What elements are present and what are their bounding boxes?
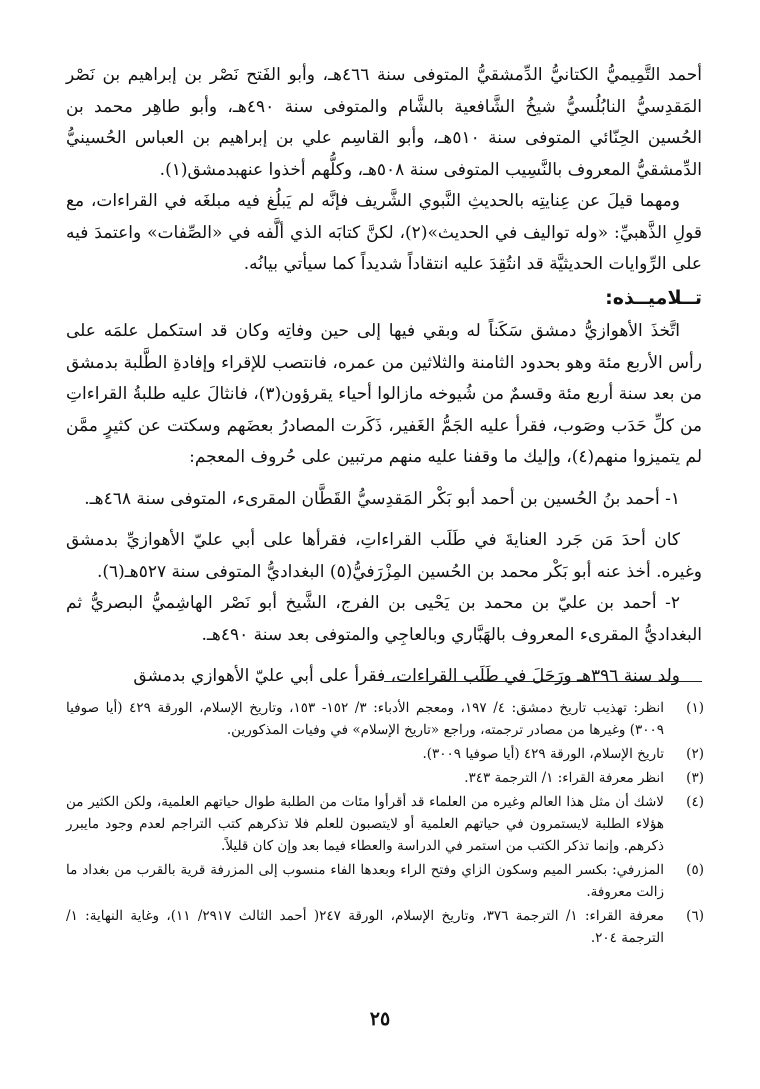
footnote xyxy=(66,791,704,857)
footnote xyxy=(66,767,704,789)
footnote xyxy=(66,697,704,741)
footnote-text: انظر معرفة القراء: ١/ الترجمة ٣٤٣. xyxy=(464,770,664,786)
footnote-number: (٣) xyxy=(686,770,704,786)
footnote-number: (٤) xyxy=(686,794,704,810)
paragraph-hadith-interest: ومهما قيلَ عن عِنايتِه بالحديثِ النَّبوي الشَّريف فإنَّه لم يَبلُغ فيه مبلغَه في القراءات، مع قولِ الذَّهبيِّ: «وله تواليف في الحديث»(٢)، لكنَّ كتابَه الذي ألَّفه في «الصِّفات» واعتمدَ فيه على الرِّوايات الحديثيَّة قد انتُقِدَ عليه انتقاداً شديداً كما سيأتي بيانُه. xyxy=(66,191,702,274)
student-entry-1: ١- أحمد بنُ الحُسين بن أحمد أبو بَكْر المَقدِسيُّ القَطَّان المقرىء، المتوفى سنة ٤٦٨هـ. xyxy=(84,488,680,509)
footnote-number: (٥) xyxy=(686,862,704,878)
footnotes xyxy=(66,697,704,951)
footnote-text: معرفة القراء: ١/ الترجمة ٣٧٦، وتاريخ الإسلام، الورقة ٢٤٧( أحمد الثالث ٢٩١٧/ ١١)، وغاية النهاية: ١/ الترجمة ٢٠٤. xyxy=(66,908,664,946)
section-heading-students: تــلاميــذه: xyxy=(605,286,702,309)
footnote-number: (٢) xyxy=(686,746,704,762)
main-text xyxy=(66,60,702,693)
paragraph-teachers-list: أحمد التَّمِيميُّ الكتانيُّ الدِّمشقيُّ المتوفى سنة ٤٦٦هـ، وأبو الفَتح نَصْر بن إبراهيم بن نَصْر المَقدِسيُّ النابُلُسيُّ شيخُ الشَّافعية بالشَّام والمتوفى سنة ٤٩٠هـ، وأبو طاهِر محمد بن الحُسين الحِنّائي المتوفى سنة ٥١٠هـ، وأبو القاسِم علي بن إبراهيم بن العباس الحُسينيُّ الدِّمشقيُّ المعروف بالنَّسِيب المتوفى سنة ٥٠٨هـ، وكلُّهم أخذوا عنهبدمشق(١). xyxy=(66,65,702,180)
footnote-number: (١) xyxy=(686,700,704,716)
page-number: ٢٥ xyxy=(369,1008,391,1030)
footnote-number: (٦) xyxy=(686,908,704,924)
footnote-text: انظر: تهذيب تاريخ دمشق: ٤/ ١٩٧، ومعجم الأدباء: ٣/ ١٥٢- ١٥٣، وتاريخ الإسلام، الورقة ٤٢٩ (أيا صوفيا ٣٠٠٩) وغيرها من مصادر ترجمته، وراجع «تاريخ الإسلام» في وفيات المذكورين. xyxy=(66,700,665,738)
footnote-text: لاشك أن مثل هذا العالم وغيره من العلماء قد أقرأوا مئات من الطلبة طوال حياتهم العلمية، ولكن الكثير من هؤلاء الطلبة لايستمرون في حياتهم العلمية أو لايتصبون للعلم فلا تذكرهم كتب التراجم لعدم وجود مايبرر ذكرهم. وإنما تذكر الكتب من استمر في الدراسة والعطاء فيما بعد وإن كان قليلاً. xyxy=(66,794,664,854)
student-entry-1-detail: كان أحدَ مَن جَرد العنايةَ في طَلَب القراءاتِ، فقرأها على أبي عليّ الأهوازيِّ بدمشق وغيره. أخذ عنه أبو بَكْر محمد بن الحُسين المِزْرَفيُّ(٥) البغداديُّ المتوفى سنة ٥٢٧هـ(٦). xyxy=(66,530,702,582)
student-entry-2: ٢- أحمد بن عليّ بن محمد بن يَحْيى بن الفرج، الشَّيخ أبو نَصْر الهاشِميُّ البصريُّ ثم البغداديُّ المقرىء المعروف بالهَبَّاري وبالعاجِي والمتوفى بعد سنة ٤٩٠هـ. xyxy=(66,593,702,645)
footnote xyxy=(66,743,704,765)
footnote-separator xyxy=(384,681,702,682)
footnote xyxy=(66,905,704,949)
student-entry-2-detail: ولد سنة ٣٩٦هـ ورَحَلَ في طَلَب القراءات، فقرأ على أبي عليّ الأهوازي بدمشق xyxy=(133,666,680,686)
footnote-text: تاريخ الإسلام، الورقة ٤٢٩ (أيا صوفيا ٣٠٠٩). xyxy=(422,746,664,762)
footnote xyxy=(66,859,704,903)
paragraph-students-intro: اتَّخذَ الأهوازيُّ دمشق سَكَناً له وبقي فيها إلى حين وفاتِه وكان قد استكمل علمَه على رأس الأربع مئة وهو بحدود الثامنة والثلاثين من عمره، فانتصب للإقراء وإفادةِ الطَّلبة بدمشق من بعد سنة أربع مئة وقسمٌ من شُيوخه مازالوا أحياء يقرؤون(٣)، فانثالَ عليه طلبةُ القراءاتِ من كلِّ حَدَب وصَوب، فقرأ عليه الجَمُّ الغَفير، ذَكَرت المصادرُ بعضَهم وسكتت عن كثيرٍ ممَّن لم يتميزوا منهم(٤)، وإليك ما وقفنا عليه منهم مرتبين على حُروف المعجم: xyxy=(66,321,702,467)
footnote-text: المزرفي: بكسر الميم وسكون الزاي وفتح الراء وبعدها الفاء منسوب إلى المزرفة قرية بالقرب من بغداد ما زالت معروفة. xyxy=(66,862,664,900)
